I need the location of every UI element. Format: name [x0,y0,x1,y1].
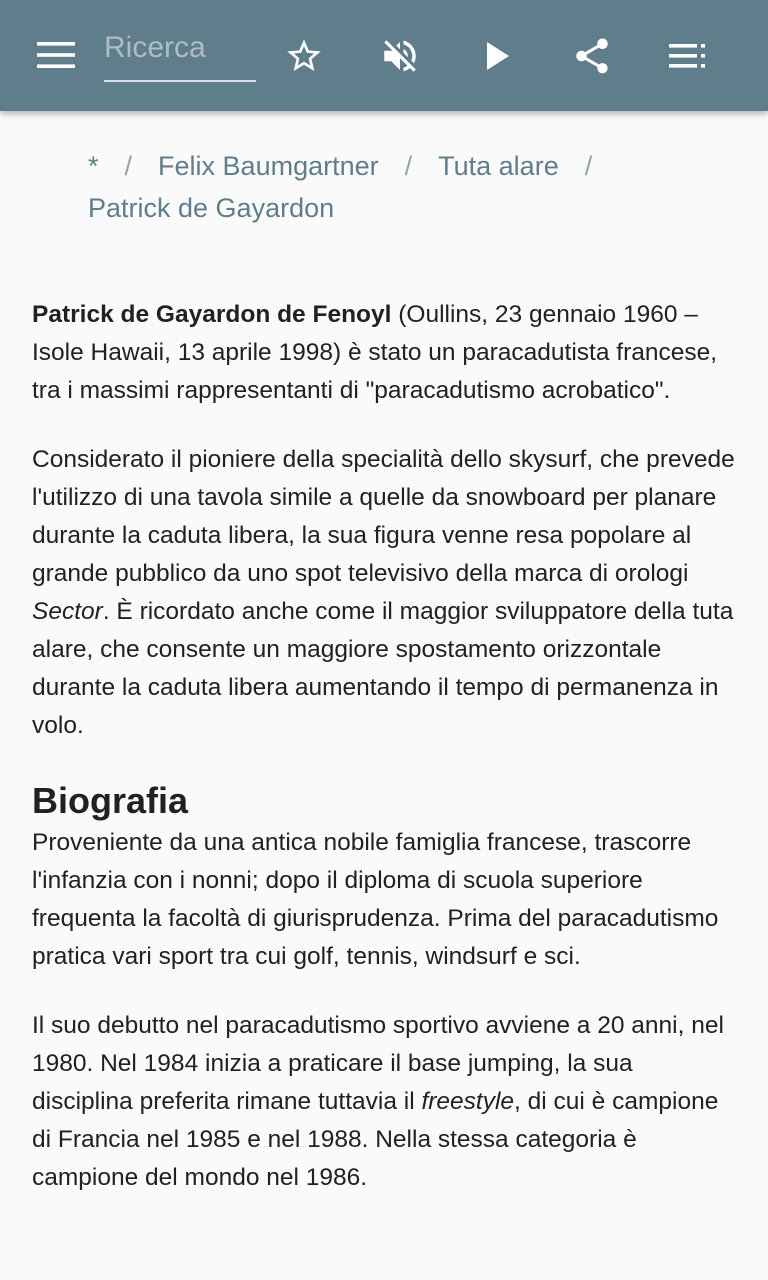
paragraph [32,441,738,745]
paragraph [32,1007,738,1197]
bookmark-button[interactable] [276,28,332,84]
search-input[interactable] [104,24,256,72]
list-menu-icon [669,44,707,68]
breadcrumb-separator: / [124,151,133,181]
article-body [32,296,738,1228]
breadcrumb [88,145,688,229]
search-field[interactable] [104,24,256,82]
play-icon [485,41,511,71]
paragraph-text: Considerato il pioniere della specialità dello skysurf, che prevede l'utilizzo di una tavola simile a quelle da snowboard per planare durante la caduta libera, la sua figura venne resa popolare al grande pubblico da uno spot televisivo della marca di orologi [32,446,735,587]
volume-off-icon [379,35,421,77]
menu-icon [37,42,75,68]
breadcrumb-separator: / [404,151,413,181]
page-content [0,111,768,1280]
breadcrumb-item-felix-baumgartner[interactable]: Felix Baumgartner [158,151,379,181]
paragraph-text: , di cui è campione di Francia nel 1985 e nel 1988. Nella stessa categoria è campione del mondo nel 1986. [32,1088,719,1191]
breadcrumb-item-tuta-alare[interactable]: Tuta alare [438,151,559,181]
paragraph-text: Il suo debutto nel paracadutismo sportivo avviene a 20 anni, nel 1980. Nel 1984 inizia a praticare il base jumping, la sua disciplina preferita rimane tuttavia il [32,1012,724,1115]
mute-button[interactable] [372,28,428,84]
section-heading-biografia: Biografia [32,780,189,821]
top-toolbar [0,0,768,111]
paragraph-text: . È ricordato anche come il maggior sviluppatore della tuta alare, che consente un maggiore spostamento orizzontale durante la caduta libera aumentando il tempo di permanenza in volo. [32,598,734,739]
intro-paragraph [32,296,738,410]
paragraph: Proveniente da una antica nobile famiglia francese, trascorre l'infanzia con i nonni; dopo il diploma di scuola superiore frequenta la facoltà di giurisprudenza. Prima del paracadutismo pratica vari sport tra cui golf, tennis, windsurf e sci. [32,829,719,970]
menu-button[interactable] [28,27,84,83]
breadcrumb-item-current[interactable]: Patrick de Gayardon [88,193,335,223]
subject-name: Patrick de Gayardon de Fenoyl [32,301,392,328]
breadcrumb-separator: / [584,151,593,181]
italic-term: freestyle [421,1088,515,1115]
share-button[interactable] [564,28,620,84]
share-icon [571,35,613,77]
contents-menu-button[interactable] [660,28,716,84]
star-icon [283,36,325,76]
italic-term: Sector [32,598,103,625]
intro-text: (Oullins, 23 gennaio 1960 – Isole Hawaii, 13 aprile 1998) è stato un paracadutista francese, tra i massimi rappresentanti di "paracadutismo acrobatico". [32,301,718,404]
breadcrumb-item-root[interactable]: * [88,151,99,181]
play-button[interactable] [470,28,526,84]
